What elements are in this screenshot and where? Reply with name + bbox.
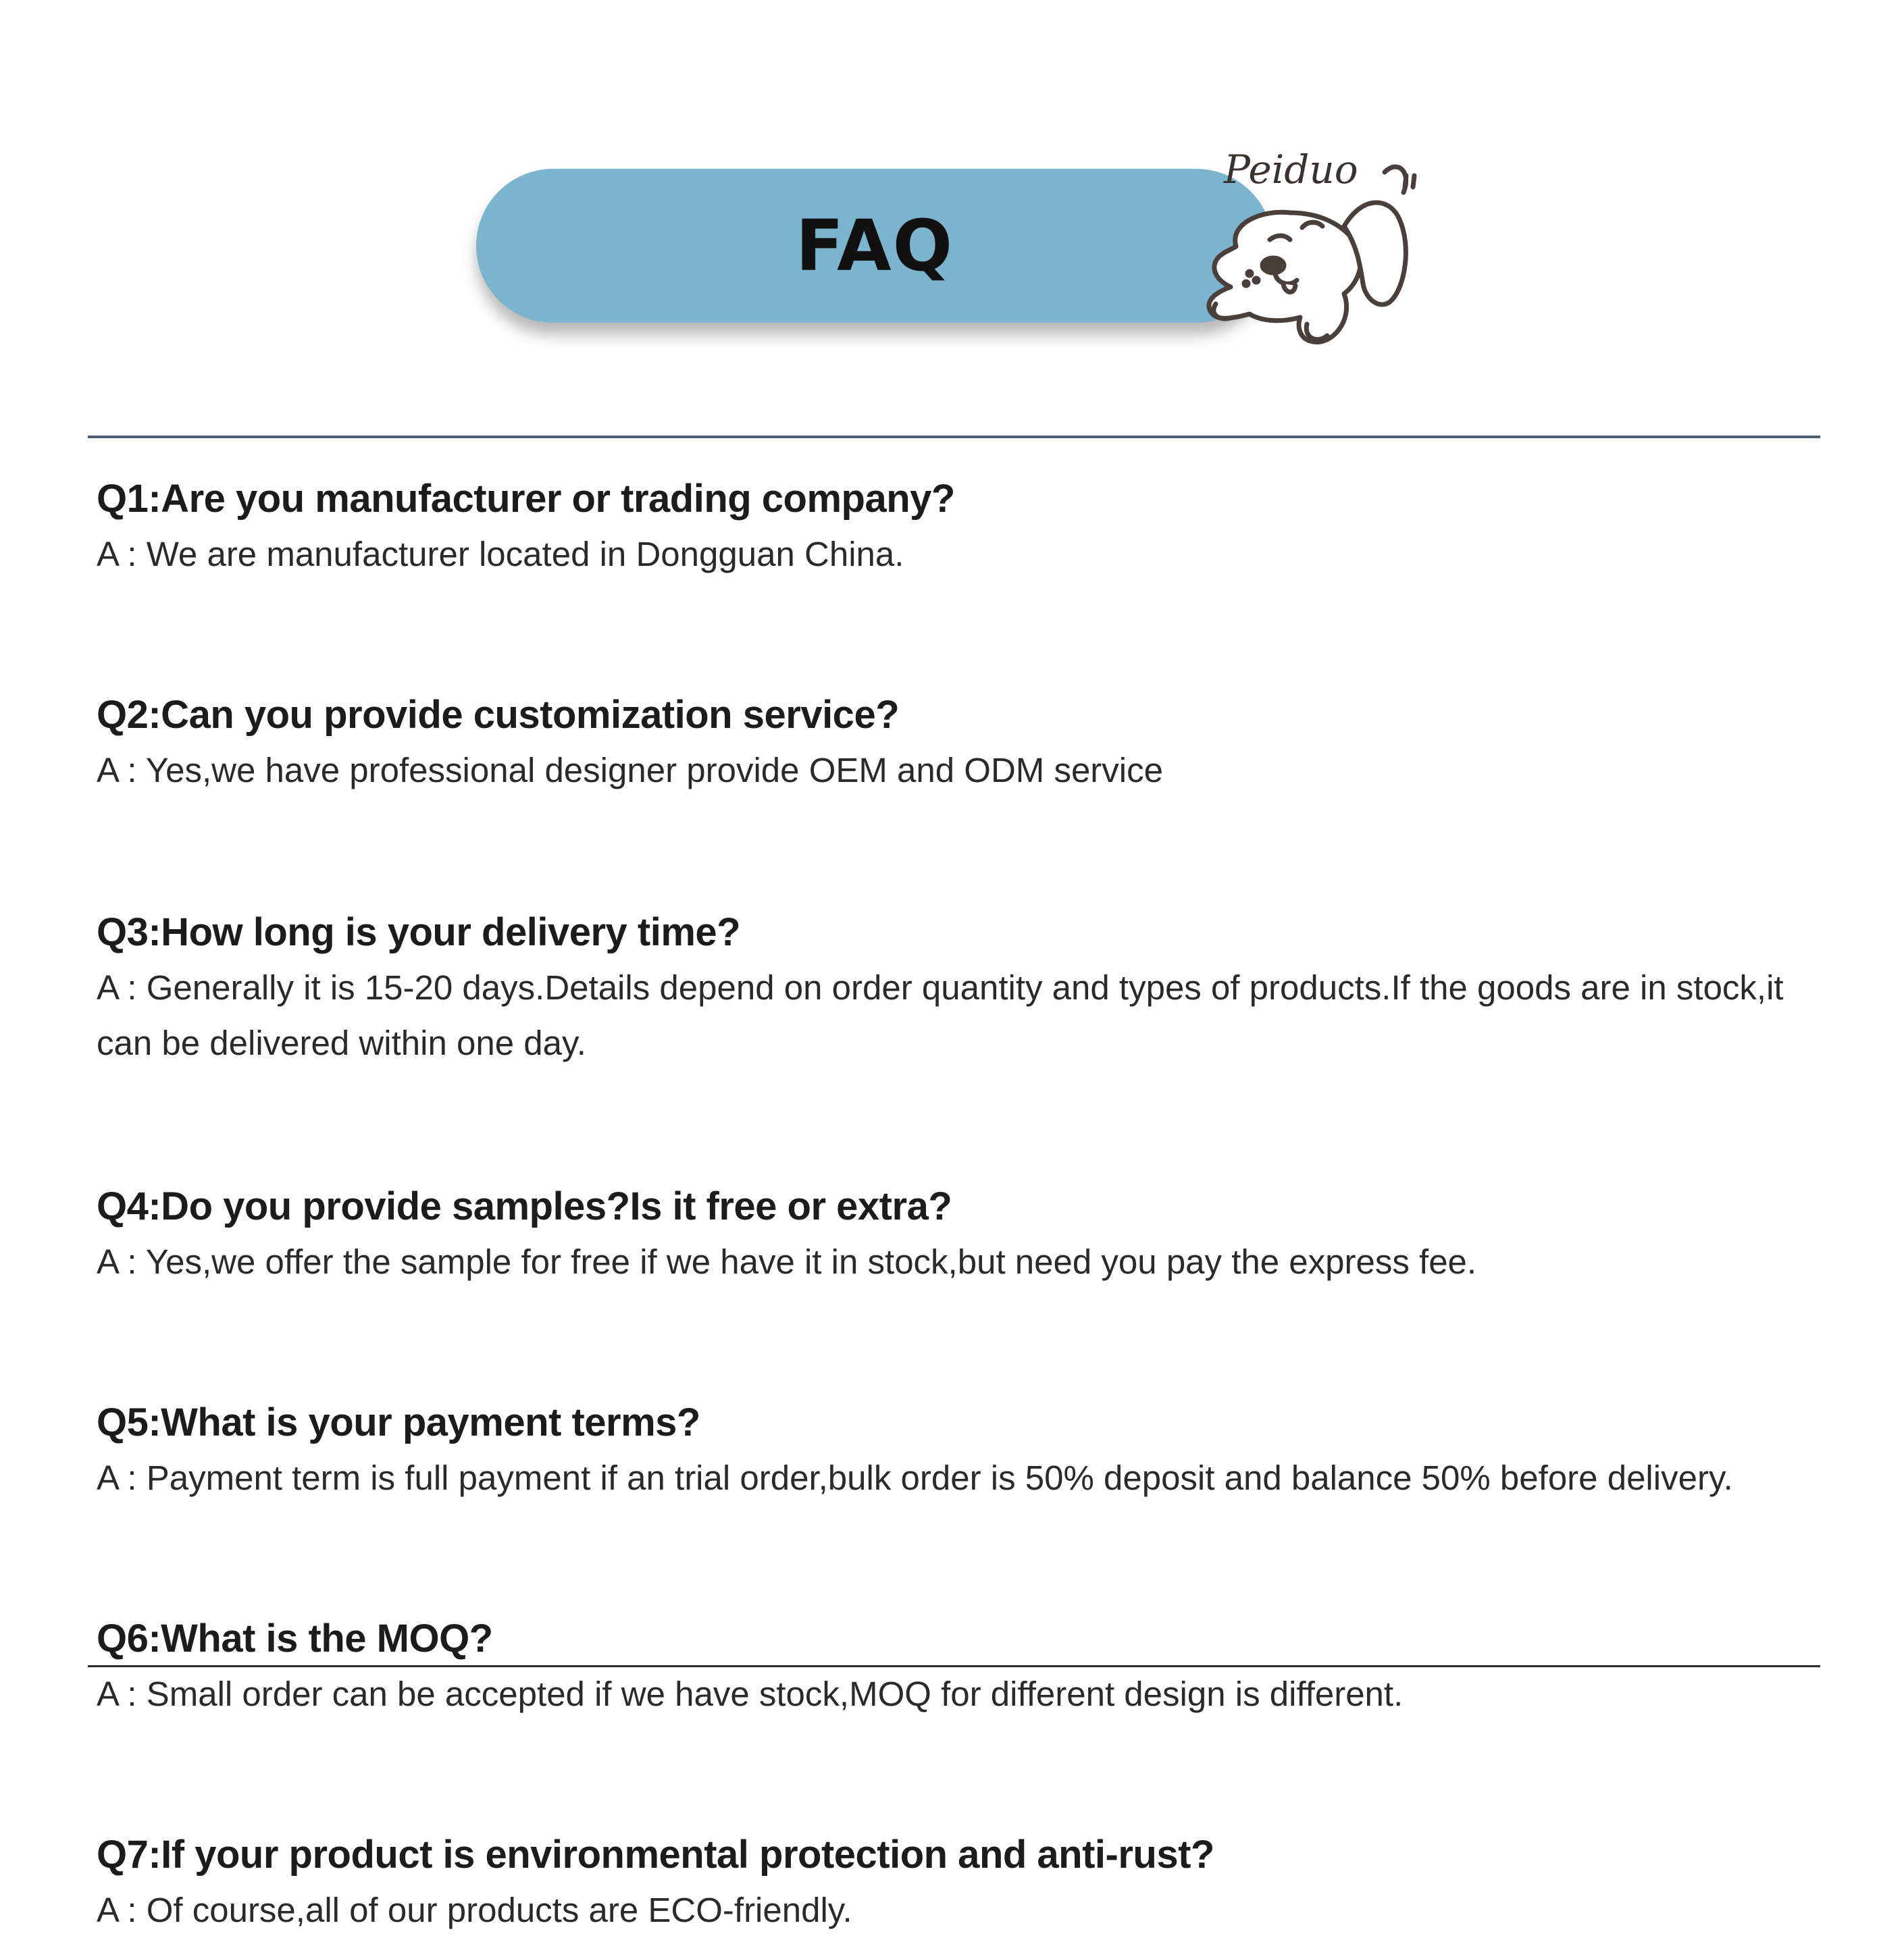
top-divider — [88, 436, 1820, 438]
faq-question: Q5:What is your payment terms? — [97, 1400, 700, 1444]
brand-logotype: Peiduo — [1224, 147, 1358, 192]
faq-question: Q2:Can you provide customization service? — [97, 693, 900, 737]
faq-item-5 — [97, 1395, 1826, 1506]
faq-answer: A : Small order can be accepted if we have stock,MOQ for different design is different. — [97, 1675, 1404, 1713]
faq-question: Q1:Are you manufacturer or trading company? — [97, 477, 955, 521]
faq-question: Q3:How long is your delivery time? — [97, 910, 741, 954]
faq-item-1 — [97, 471, 1826, 582]
faq-answer: A : Of course,all of our products are ECO-friendly. — [97, 1891, 852, 1929]
faq-question: Q7:If your product is environmental protection and anti-rust? — [97, 1833, 1214, 1877]
faq-answer: A : We are manufacturer located in Dongguan China. — [97, 535, 904, 573]
faq-item-3 — [97, 905, 1826, 1071]
faq-item-4 — [97, 1179, 1826, 1290]
faq-answer: A : Generally it is 15-20 days.Details depend on order quantity and types of products.If the goods are in stock,it can be delivered within one day. — [97, 968, 1784, 1062]
faq-answer: A : Yes,we have professional designer provide OEM and ODM service — [97, 751, 1163, 789]
faq-item-7 — [97, 1827, 1826, 1938]
page-title: FAQ — [795, 205, 954, 287]
bottom-divider — [88, 1665, 1820, 1667]
faq-list — [97, 471, 1826, 1938]
faq-answer: A : Payment term is full payment if an trial order,bulk order is 50% deposit and balance 50% before delivery. — [97, 1459, 1733, 1497]
faq-question: Q4:Do you provide samples?Is it free or extra? — [97, 1184, 952, 1228]
faq-answer: A : Yes,we offer the sample for free if we have it in stock,but need you pay the express fee. — [97, 1242, 1477, 1281]
faq-item-2 — [97, 687, 1826, 798]
faq-question: Q6:What is the MOQ? — [97, 1617, 493, 1660]
